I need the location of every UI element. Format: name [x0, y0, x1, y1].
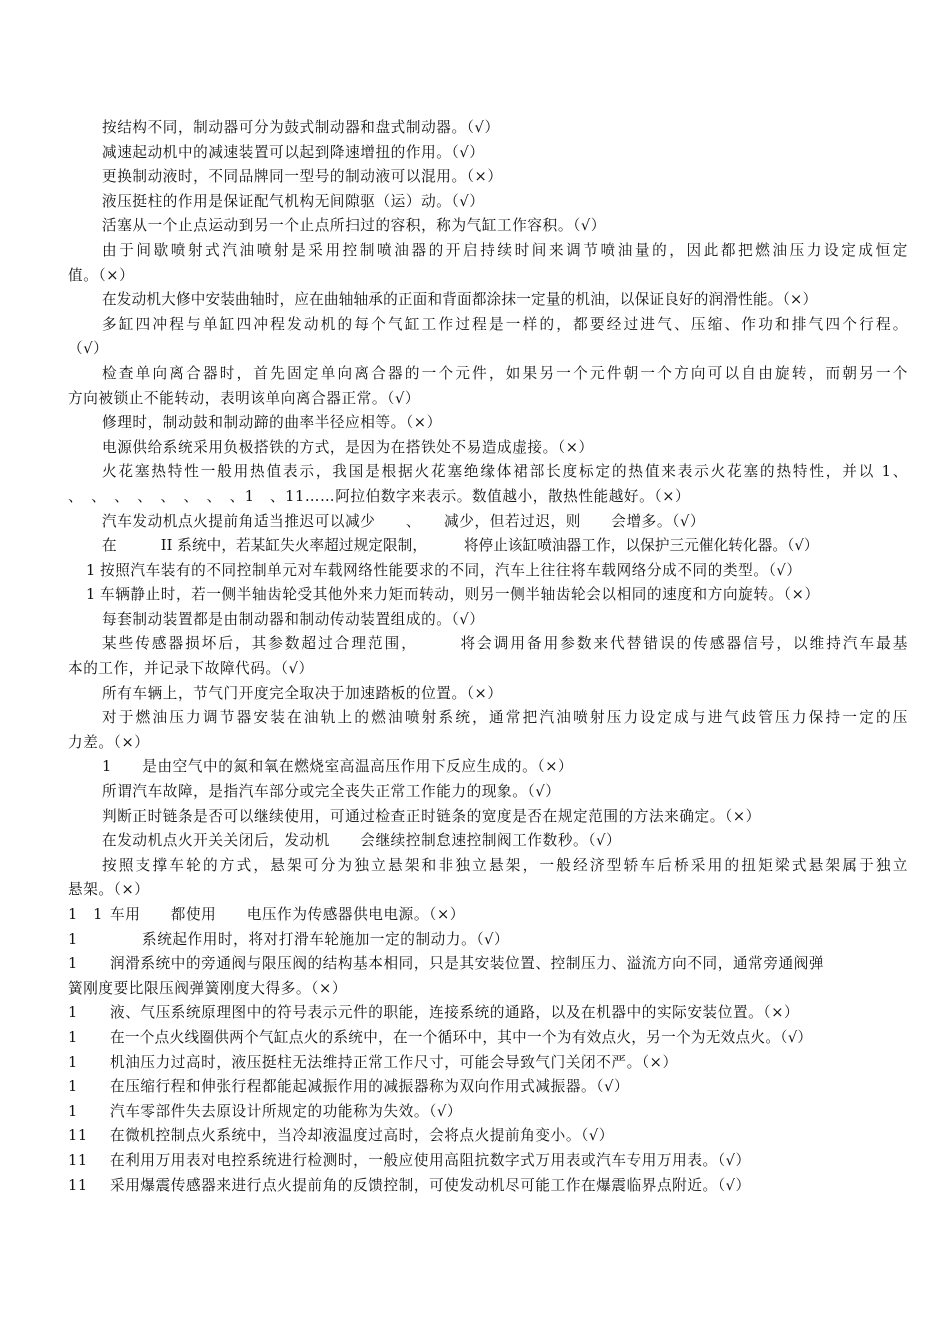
text-line: 活塞从一个止点运动到另一个止点所扫过的容积，称为气缸工作容积。（√）: [102, 217, 606, 235]
line-text: 系统起作用时，将对打滑车轮施加一定的制动力。（√）: [142, 930, 510, 948]
text-line: 电源供给系统采用负极搭铁的方式，是因为在搭铁处不易造成虚接。（×）: [102, 438, 594, 456]
text-line: 由于间歇喷射式汽油喷射是采用控制喷油器的开启持续时间来调节喷油量的，因此都把燃油压力设定成恒定: [102, 241, 908, 259]
line-prefix: 1: [68, 1102, 78, 1120]
text-line: 减速起动机中的减速装置可以起到降速增扭的作用。（√）: [102, 143, 485, 161]
line-text: 车用 都使用 电压作为传感器供电电源。（×）: [110, 906, 465, 923]
numbered-line: [68, 928, 908, 953]
document-body: [68, 116, 908, 1198]
text-line: 所有车辆上，节气门开度完全取决于加速踏板的位置。（×）: [102, 684, 503, 702]
line-text: 汽车零部件失去原设计所规定的功能称为失效。（√）: [110, 1102, 463, 1120]
line-prefix: 11: [68, 1176, 88, 1194]
text-line: 汽车发动机点火提前角适当推迟可以减少 、 减少，但若过迟，则 会增多。（√）: [102, 512, 706, 530]
text-line: 多缸四冲程与单缸四冲程发动机的每个气缸工作过程是一样的，都要经过进气、压缩、作功和排气四个行程。: [102, 315, 908, 333]
text-line: 某些传感器损坏后，其参数超过合理范围， 将会调用备用参数来代替错误的传感器信号，以维持汽车最基: [102, 635, 908, 653]
line-prefix: 1: [68, 930, 78, 948]
text-line: 在发动机点火开关关闭后，发动机 会继续控制怠速控制阀工作数秒。（√）: [102, 832, 622, 850]
numbered-line: [68, 1100, 908, 1125]
numbered-line: [68, 1075, 908, 1100]
numbered-line: [68, 1124, 908, 1149]
numbered-line: [68, 1051, 908, 1076]
text-line: 火花塞热特性一般用热值表示，我国是根据火花塞绝缘体裙部长度标定的热值来表示火花塞的热特性，并以 1、: [102, 463, 908, 481]
numbered-line: [68, 952, 908, 977]
text-line: 对于燃油压力调节器安装在油轨上的燃油喷射系统，通常把汽油喷射压力设定成与进气歧管压力保持一定的压: [102, 709, 908, 727]
text-line: 力差。（×）: [68, 733, 150, 751]
text-line: （√）: [68, 340, 109, 358]
numbered-line: [68, 903, 908, 928]
numbered-line: [68, 559, 908, 584]
line-text: 在利用万用表对电控系统进行检测时，一般应使用高阻抗数字式万用表或汽车专用万用表。（√）: [110, 1151, 751, 1169]
line-text: 车辆静止时，若一侧半轴齿轮受其他外来力矩而转动，则另一侧半轴齿轮会以相同的速度和方向旋转。（×）: [100, 586, 820, 604]
line-prefix: 11: [68, 1127, 88, 1145]
text-line: 按照支撑车轮的方式，悬架可分为独立悬架和非独立悬架，一般经济型轿车后桥采用的扭矩梁式悬架属于独立: [102, 856, 908, 874]
line-text: 在压缩行程和伸张行程都能起减振作用的减振器称为双向作用式减振器。（√）: [110, 1078, 630, 1096]
text-line: 按结构不同，制动器可分为鼓式制动器和盘式制动器。（√）: [102, 119, 500, 136]
line-prefix: 1: [68, 955, 78, 973]
line-prefix: 1: [86, 561, 96, 579]
text-line: 更换制动液时，不同品牌同一型号的制动液可以混用。（×）: [102, 168, 503, 186]
line-text: 采用爆震传感器来进行点火提前角的反馈控制，可使发动机尽可能工作在爆震临界点附近。（√）: [110, 1176, 751, 1194]
line-prefix: 1 1: [68, 906, 103, 923]
line-text: 按照汽车装有的不同控制单元对车载网络性能要求的不同，汽车上往往将车载网络分成不同的类型。（√）: [100, 561, 802, 579]
text-line: 判断正时链条是否可以继续使用，可通过检查正时链条的宽度是否在规定范围的方法来确定。（×）: [102, 807, 761, 825]
line-prefix: 1: [68, 1004, 78, 1022]
text-line: 检查单向离合器时，首先固定单向离合器的一个元件，如果另一个元件朝一个方向可以自由旋转，而朝另一个: [102, 364, 908, 382]
numbered-line: [68, 1026, 908, 1051]
numbered-line: [68, 583, 908, 608]
numbered-line: [68, 1149, 908, 1174]
line-prefix: 1: [68, 1053, 78, 1071]
text-line: 簧刚度要比限压阀弹簧刚度大得多。（×）: [68, 979, 348, 997]
text-line: 1 是由空气中的氮和氧在燃烧室高温高压作用下反应生成的。（×）: [102, 758, 574, 776]
text-line: 、 、 、 、 、 、 、 、1 、11……阿拉伯数字来表示。数值越小，散热性能越好。（×）: [68, 487, 691, 505]
text-line: 值。（×）: [68, 266, 135, 284]
text-line: 在 II 系统中，若某缸失火率超过规定限制， 将停止该缸喷油器工作，以保护三元催化转化器。（√）: [102, 537, 819, 555]
line-prefix: 1: [68, 1028, 78, 1046]
numbered-line: [68, 1001, 908, 1026]
numbered-line: [68, 1174, 908, 1199]
text-line: 修理时，制动鼓和制动蹄的曲率半径应相等。（×）: [102, 414, 442, 432]
line-text: 润滑系统中的旁通阀与限压阀的结构基本相同，只是其安装位置、控制压力、溢流方向不同，通常旁通阀弹: [110, 955, 825, 973]
text-line: 在发动机大修中安装曲轴时，应在曲轴轴承的正面和背面都涂抹一定量的机油，以保证良好的润滑性能。（×）: [102, 291, 818, 309]
text-line: 液压挺柱的作用是保证配气机构无间隙驱（运）动。（√）: [102, 192, 485, 210]
line-prefix: 1: [86, 586, 96, 604]
text-line: 所谓汽车故障，是指汽车部分或完全丧失正常工作能力的现象。（√）: [102, 783, 561, 801]
line-prefix: 1: [68, 1078, 78, 1096]
line-text: 液、气压系统原理图中的符号表示元件的职能，连接系统的通路，以及在机器中的实际安装位置。（×）: [110, 1004, 800, 1022]
line-text: 在微机控制点火系统中，当冷却液温度过高时，会将点火提前角变小。（√）: [110, 1127, 614, 1145]
line-text: 机油压力过高时，液压挺柱无法维持正常工作尺寸，可能会导致气门关闭不严。（×）: [110, 1053, 678, 1071]
text-line: 本的工作，并记录下故障代码。（√）: [68, 660, 314, 678]
text-line: 方向被锁止不能转动，表明该单向离合器正常。（√）: [68, 389, 421, 407]
line-text: 在一个点火线圈供两个气缸点火的系统中，在一个循环中，其中一个为有效点火，另一个为无效点火。（√）: [110, 1028, 813, 1046]
text-line: 每套制动装置都是由制动器和制动传动装置组成的。（√）: [102, 610, 485, 628]
line-prefix: 11: [68, 1151, 88, 1169]
text-line: 悬架。（×）: [68, 881, 150, 899]
